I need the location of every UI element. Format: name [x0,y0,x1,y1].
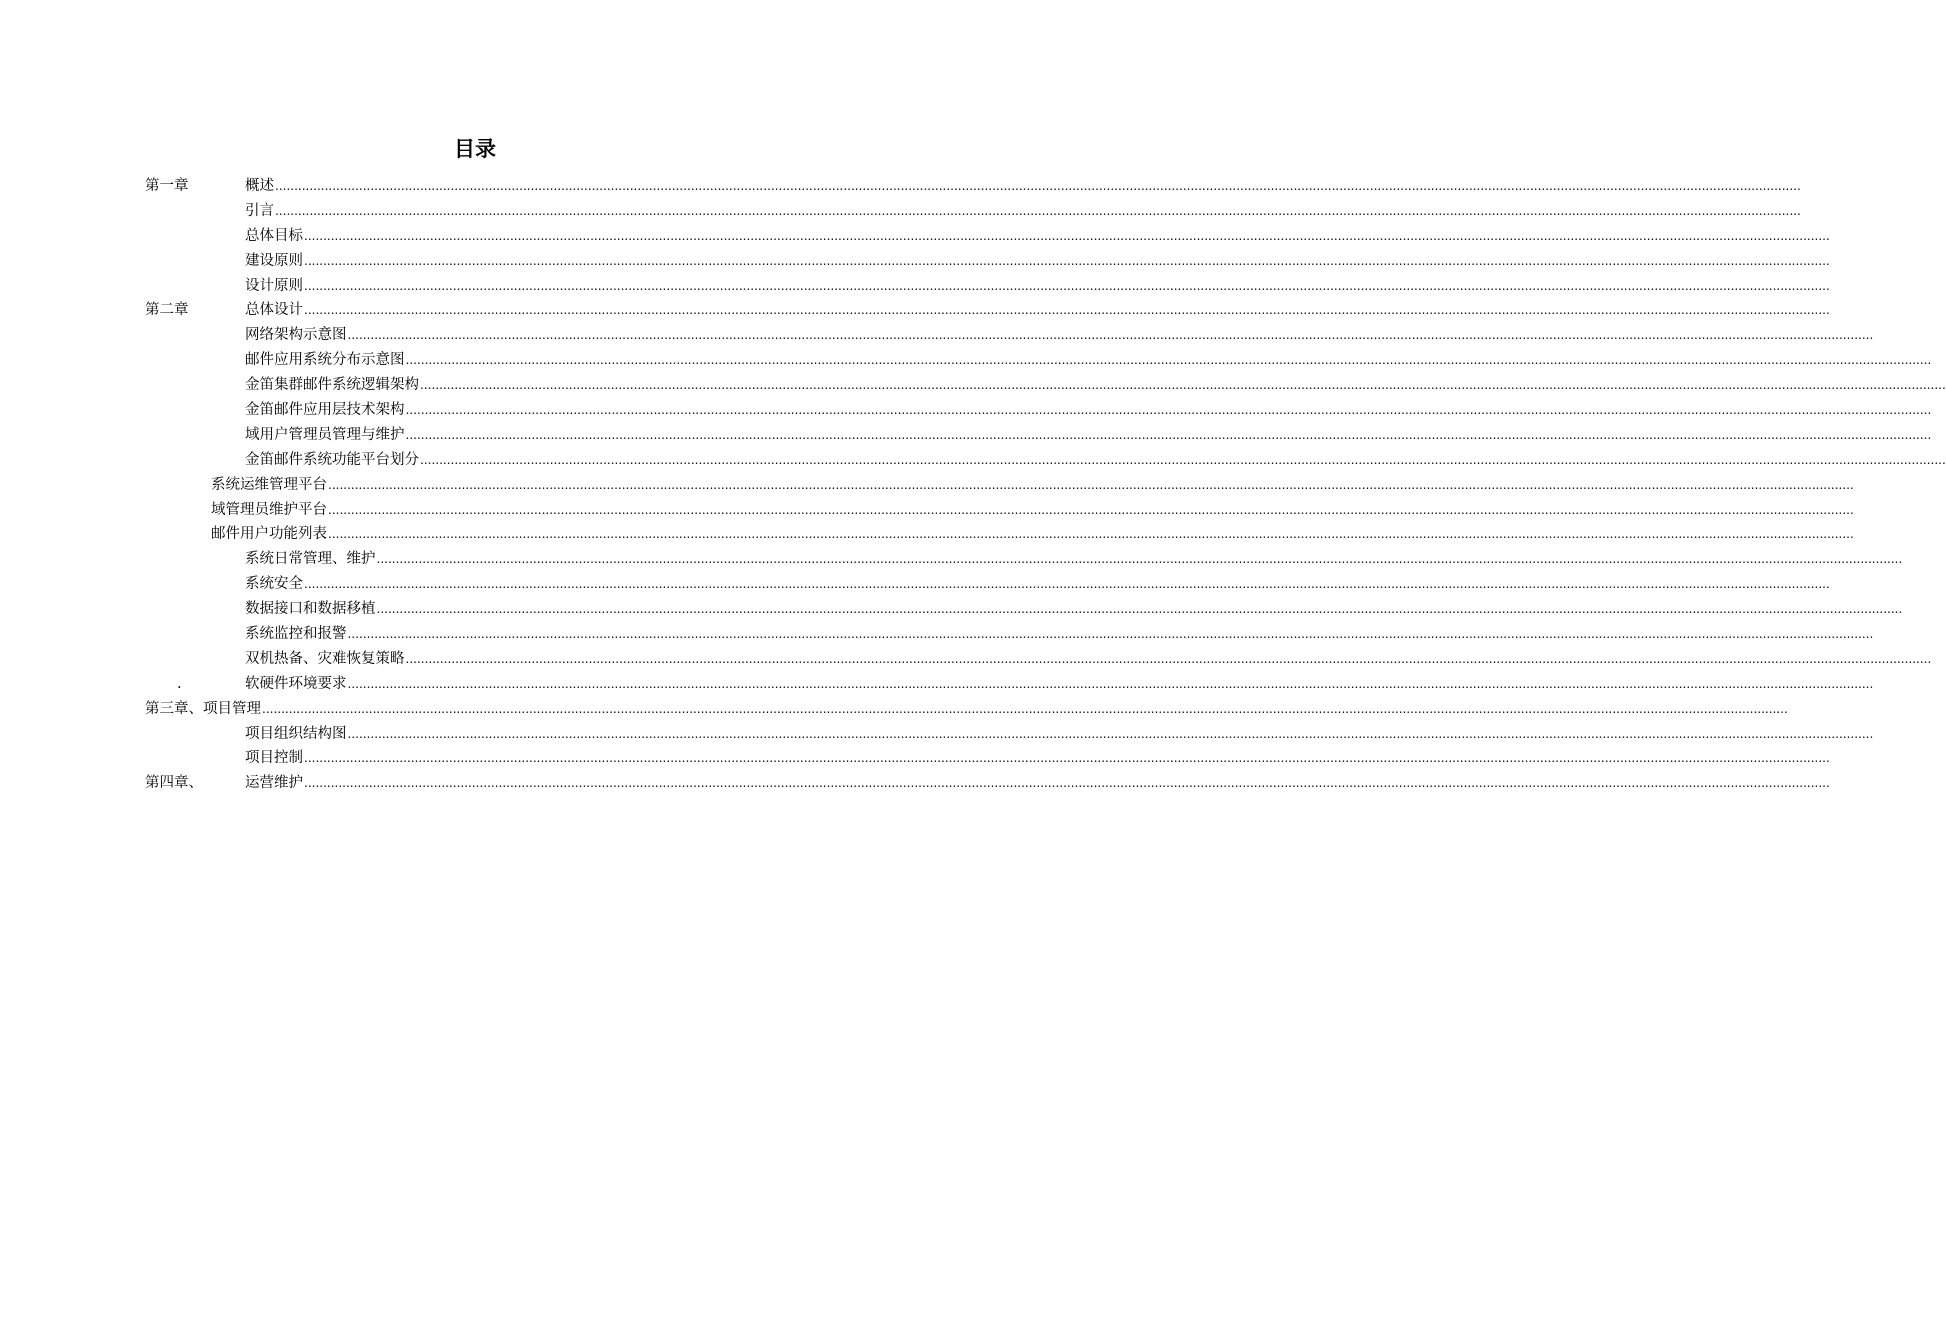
toc-entry-label: 项目组织结构图 [245,722,348,747]
toc-row [145,697,1788,722]
toc-entry-label: 总体目标 [245,224,304,249]
toc-entry-label: 邮件应用系统分布示意图 [245,348,406,373]
toc-dot-leader: ................................................................................................................................................................................................................................................................................................................................................................................................................ [347,726,1874,741]
toc-entry-label: 网络架构示意图 [245,323,348,348]
toc-entry-link[interactable] [245,647,1932,672]
toc-dot-leader: ................................................................................................................................................................................................................................................................................................................................................................................................................ [347,676,1874,691]
toc-row [145,547,1903,572]
toc-row [145,572,1830,597]
toc-entry-link[interactable] [211,473,1854,498]
toc-row [145,597,1903,622]
toc-entry-link[interactable] [245,174,1801,199]
toc-dot-leader: ................................................................................................................................................................................................................................................................................................................................................................................................................ [304,228,1830,243]
toc-row [145,672,1874,697]
toc-dot-leader: ................................................................................................................................................................................................................................................................................................................................................................................................................ [405,403,1932,418]
toc-row [145,274,1830,299]
toc-row [145,398,1932,423]
toc-dot-leader: ................................................................................................................................................................................................................................................................................................................................................................................................................ [304,253,1830,268]
toc-entry-label: 系统运维管理平台 [211,473,328,498]
toc-entry-link[interactable] [245,547,1903,572]
toc-entry-label: 域管理员维护平台 [211,498,328,523]
toc-dot-leader: ................................................................................................................................................................................................................................................................................................................................................................................................................ [304,278,1830,293]
toc-dot-leader: ................................................................................................................................................................................................................................................................................................................................................................................................................ [376,552,1903,567]
toc-chapter-prefix: 第二章 [145,302,189,319]
toc-dot-leader: ................................................................................................................................................................................................................................................................................................................................................................................................................ [405,353,1932,368]
toc-entry-link[interactable] [245,672,1874,697]
toc-entry-label: 域用户管理员管理与维护 [245,423,406,448]
toc-entry-link[interactable] [245,224,1830,249]
toc-row [145,249,1830,274]
toc-row [145,622,1874,647]
toc-row [145,722,1874,747]
toc-dot-leader: ................................................................................................................................................................................................................................................................................................................................................................................................................ [420,378,1946,393]
toc-entry-label: 概述 [245,174,275,199]
toc-row [145,473,1854,498]
toc-row [145,423,1932,448]
toc-dot-leader: ................................................................................................................................................................................................................................................................................................................................................................................................................ [420,452,1946,467]
toc-entry-label: 软硬件环境要求 [245,672,348,697]
toc-entry-label: 系统日常管理、维护 [245,547,377,572]
toc-entry-link[interactable] [245,398,1932,423]
toc-dot-leader: ................................................................................................................................................................................................................................................................................................................................................................................................................ [328,527,1854,542]
toc-entry-link[interactable] [211,522,1854,547]
toc-entry-label: 总体设计 [245,298,304,323]
toc-entry-link[interactable] [245,771,1830,796]
toc-entry-label: 邮件用户功能列表 [211,522,328,547]
toc-entry-link[interactable] [245,423,1932,448]
toc-row [145,298,1830,323]
toc-dot-leader: ................................................................................................................................................................................................................................................................................................................................................................................................................ [405,651,1932,666]
toc-dot-leader: ................................................................................................................................................................................................................................................................................................................................................................................................................ [275,179,1801,193]
toc-dot-leader: ................................................................................................................................................................................................................................................................................................................................................................................................................ [328,502,1854,517]
toc-dot-leader: ................................................................................................................................................................................................................................................................................................................................................................................................................ [304,751,1830,766]
toc-dot-leader: ................................................................................................................................................................................................................................................................................................................................................................................................................ [405,427,1932,442]
toc-entry-label: 系统监控和报警 [245,622,348,647]
toc-entry-link[interactable] [245,597,1903,622]
toc-entry-link[interactable] [245,323,1874,348]
toc-row [145,746,1830,771]
toc-entry-link[interactable] [245,746,1830,771]
toc-dot-leader: ................................................................................................................................................................................................................................................................................................................................................................................................................ [347,627,1874,642]
toc-entry-label: 双机热备、灾难恢复策略 [245,647,406,672]
toc-dot-leader: ................................................................................................................................................................................................................................................................................................................................................................................................................ [262,701,1788,716]
toc-entry-label: 金笛邮件系统功能平台划分 [245,448,420,473]
toc-entry-link[interactable] [245,298,1830,323]
toc-entry-label: 建设原则 [245,249,304,274]
toc-entry-link[interactable] [245,199,1801,224]
toc-entry-label: 运营维护 [245,771,304,796]
toc-dot-leader: ................................................................................................................................................................................................................................................................................................................................................................................................................ [347,328,1874,343]
toc-row [145,373,1946,398]
toc-row [145,448,1946,473]
toc-dot-leader: ................................................................................................................................................................................................................................................................................................................................................................................................................ [304,577,1830,592]
toc-entry-link[interactable] [245,448,1946,473]
toc-entry-link[interactable] [245,348,1932,373]
toc-row [145,199,1801,224]
toc-entry-label: 数据接口和数据移植 [245,597,377,622]
toc-entry-label: 设计原则 [245,274,304,299]
toc-dot-leader: ................................................................................................................................................................................................................................................................................................................................................................................................................ [328,477,1854,492]
toc-entry-link[interactable] [245,722,1874,747]
toc-chapter-prefix: 第一章 [145,178,189,194]
toc-entry-label: 金笛集群邮件系统逻辑架构 [245,373,420,398]
toc-entry-link[interactable] [245,274,1830,299]
toc-row [145,498,1854,523]
table-of-contents [145,174,1946,796]
toc-chapter-prefix: 第四章、 [145,775,203,792]
toc-entry-link[interactable] [245,572,1830,597]
toc-chapter-prefix: . [177,675,182,692]
toc-row [145,522,1854,547]
toc-entry-label: 金笛邮件应用层技术架构 [245,398,406,423]
toc-dot-leader: ................................................................................................................................................................................................................................................................................................................................................................................................................ [376,602,1903,617]
toc-entry-link[interactable] [245,622,1874,647]
toc-row [145,174,1801,199]
toc-entry-link[interactable] [211,498,1854,523]
toc-row [145,771,1830,796]
toc-entry-link[interactable] [245,373,1946,398]
toc-entry-label: 项目控制 [245,746,304,771]
toc-entry-label: 系统安全 [245,572,304,597]
toc-entry-label: 第三章、项目管理 [145,697,262,722]
toc-entry-link[interactable] [245,249,1830,274]
toc-entry-label: 引言 [245,199,275,224]
page-title: 目录 [454,137,496,161]
toc-row [145,647,1932,672]
toc-row [145,323,1874,348]
toc-row [145,348,1932,373]
toc-dot-leader: ................................................................................................................................................................................................................................................................................................................................................................................................................ [304,776,1830,791]
toc-dot-leader: ................................................................................................................................................................................................................................................................................................................................................................................................................ [275,203,1801,218]
toc-row [145,224,1830,249]
toc-entry-link[interactable] [145,697,1788,722]
toc-dot-leader: ................................................................................................................................................................................................................................................................................................................................................................................................................ [304,303,1830,318]
